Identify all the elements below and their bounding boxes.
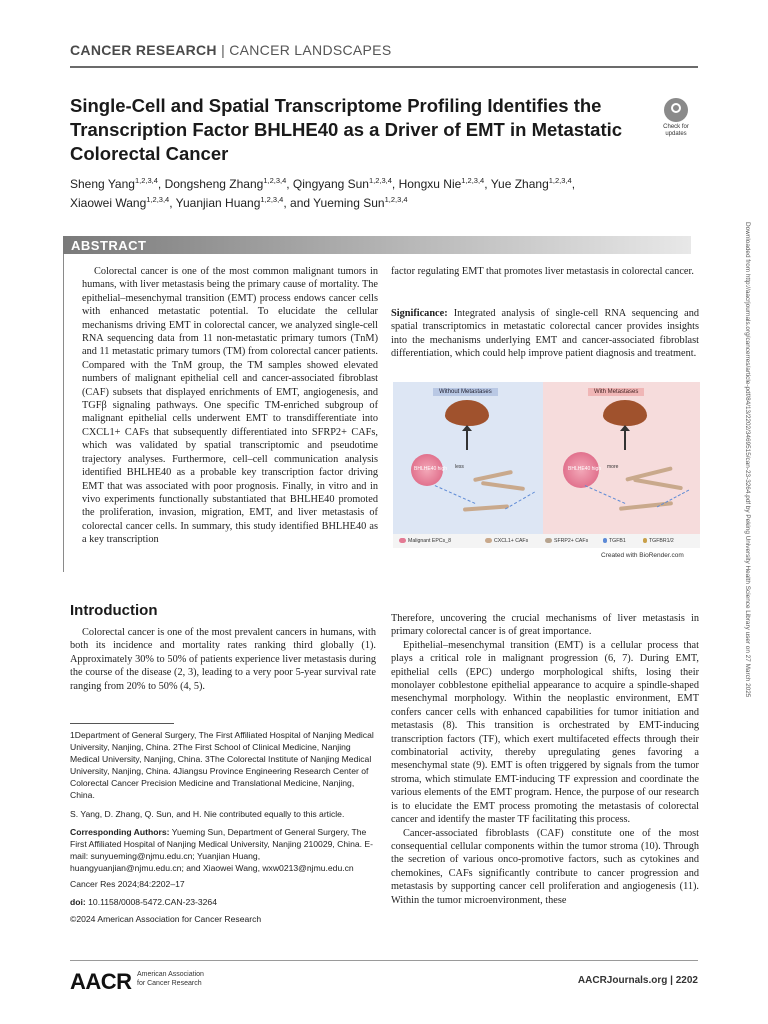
legend-swatch — [485, 538, 492, 543]
significance-text: Integrated analysis of single-cell RNA sequencing and spatial transcriptomics in metastatic colorectal cancer provides insights into the mechanisms underlying EMT and cancer-associated fibroblast differentiation, which could help improve patient diagnosis and treatment. — [391, 308, 699, 360]
footer-separator: | — [670, 975, 673, 986]
without-metastases-tag: Without Metastases — [433, 388, 498, 396]
doi-link[interactable]: 10.1158/0008-5472.CAN-23-3264 — [88, 897, 217, 907]
abstract-heading-bar — [63, 236, 691, 254]
copyright: ©2024 American Association for Cancer Research — [70, 914, 262, 924]
article-title: Single-Cell and Spatial Transcriptome Profiling Identifies the Transcription Factor BHLHE40 as a Driver of EMT in Metastatic Colorectal Cancer — [70, 95, 623, 164]
journal-name: CANCER RESEARCH — [70, 42, 217, 58]
aacr-logo: AACR — [70, 969, 132, 994]
section-name: CANCER LANDSCAPES — [229, 42, 392, 58]
graphic-legend — [393, 534, 700, 548]
significance-statement — [391, 307, 699, 361]
corresponding-label: Corresponding Authors: — [70, 827, 170, 837]
header-rule — [70, 66, 698, 68]
cluster-label: BHLHE40 high — [568, 466, 602, 472]
biorender-credit: Created with BioRender.com — [601, 552, 684, 559]
liver-metastasis-icon — [603, 400, 647, 426]
graphical-abstract — [393, 382, 700, 548]
doi-label: doi: — [70, 897, 86, 907]
doi — [70, 897, 376, 909]
author: Yue Zhang$^{1,2,3,4}$ — [490, 176, 572, 191]
significance-label: Significance: — [391, 308, 448, 319]
paragraph: Therefore, uncovering the crucial mechanisms of liver metastasis in primary colorectal cancer is of great importance. — [391, 613, 699, 638]
abstract-text-right: factor regulating EMT that promotes liver metastasis in colorectal cancer. — [391, 266, 694, 277]
legend-swatch — [545, 538, 552, 543]
check-updates-icon — [664, 98, 688, 122]
cluster-label: BHLHE40 high — [414, 466, 448, 472]
footer-rule — [70, 960, 698, 961]
equal-contribution-note: S. Yang, D. Zhang, Q. Sun, and H. Nie contributed equally to this article. — [70, 809, 345, 819]
introduction-right-column — [391, 612, 699, 907]
footnote-rule — [70, 723, 174, 724]
legend-item: TGFB1 — [603, 538, 626, 544]
corresponding-authors — [70, 827, 376, 875]
legend-item: SFRP2+ CAFs — [545, 538, 588, 544]
check-updates-label: Check for updates — [663, 124, 689, 137]
author: Sheng Yang$^{1,2,3,4}$ — [70, 176, 158, 191]
journal-header — [70, 42, 391, 58]
less-label: less — [455, 464, 464, 470]
abstract-text-left: Colorectal cancer is one of the most common malignant tumors in humans, with liver metastasis being the primary cause of mortality. The epithelial–mesenchymal transition (EMT) process endows cancer cells with enhanced metastatic potential. To elucidate the cellular mechanisms driving EMT in colorectal cancer, we analyzed single-cell RNA sequencing data from 11 non-metastatic primary tumors (TnM) and 11 metastatic primary tumors (TM) from colorectal cancer patients. Compared with the TnM group, the TM samples showed elevated numbers of malignant epithelial cell and cancer-associated fibroblast (CAF) subsets that displayed enrichments of EMT, angiogenesis, and TGFβ signaling pathways. One specific TM-enriched subgroup of malignant epithelial cells underwent EMT to transdifferentiate into CXCL1+ CAFs that subsequently differentiated into SFRP2+ CAFs, which was validated by spatial transcriptomic and pseudotime trajectory analyses. Furthermore, cell–cell communication analysis identified BHLHE40 as a probable key transcription factor driving EMT that was associated with poor prognosis. Finally, in vitro and in vivo experiments functionally substantiated that BHLHE40 promoted the proliferation, invasion, migration, EMT, and liver metastasis of colorectal cancer cells. In summary, this study identified BHLHE40 as a key transcription — [82, 266, 378, 546]
author: Dongsheng Zhang$^{1,2,3,4}$ — [164, 176, 287, 191]
abstract-heading: ABSTRACT — [71, 238, 147, 253]
introduction-heading: Introduction — [70, 602, 158, 619]
legend-swatch — [643, 538, 647, 543]
paragraph: Epithelial–mesenchymal transition (EMT) is a cellular process that plays a critical role in malignant progression (6, 7). During EMT, epithelial cells (EPC) undergo morphological shifts, losing their monolayer cobblestone epithelial appearance to acquire a spindle-shaped mesenchymal morphology. Within the neoplastic environment, EMT confers cancer cells with enhanced capabilities for tumor initiation and metastasis (8). This transition is orchestrated by EMT-inducing transcription factors (TF), which exert multifaceted effects through their combinatorial activity, thereby upregulating genes favoring a mesenchymal state (9). EMT is often triggered by signals from the tumor stroma, which stimulate EMT-inducing TF expression and coordinate the various elements of the EMT program. Hence, the purpose of our research is to elucidate the EMT process promoting the metastasis of colorectal cancer and identify the master TF facilitating this process. — [391, 639, 699, 826]
legend-item: CXCL1+ CAFs — [485, 538, 528, 544]
corresponding-text: Yueming Sun, Department of General Surgery, The First Affiliated Hospital of Nanjing Medical University, Nanjing 210029, China. E-mail: sunyueming@njmu.edu.cn; Yuanjian Huang, huangyuanjian@njmu.edu.cn; and Xiaowei Wang, wxw0213@njmu.edu.cn — [70, 827, 373, 873]
arrow-up-icon — [466, 430, 468, 450]
author: Yueming Sun$^{1,2,3,4}$ — [313, 195, 408, 210]
liver-icon — [445, 400, 489, 426]
page-number: 2202 — [675, 975, 698, 986]
check-for-updates-badge[interactable] — [656, 98, 696, 138]
author: Qingyang Sun$^{1,2,3,4}$ — [292, 176, 392, 191]
paragraph: Cancer-associated fibroblasts (CAF) constitute one of the most consequential cellular components within the tumor stroma (10). Through the secretion of various onco-promotive factors, such as cytokines and chemokines, CAFs significantly contribute to cancer progression and metastasis by supporting cancer cell proliferation and angiogenesis (11). Within the tumor microenvironment, these — [391, 827, 699, 906]
legend-swatch — [399, 538, 406, 543]
affiliations-footnote: 1Department of General Surgery, The First Affiliated Hospital of Nanjing Medical University, Nanjing, China. 2The First School of Clinical Medicine, Nanjing Medical University, Nanjing, China. 3The Colorectal Institute of Nanjing Medical University, Nanjing, China. 4Jiangsu Province Engineering Research Center of Colorectal Cancer Precision Medicine and Translational Medicine, Nanjing, China. — [70, 730, 374, 800]
legend-item: Malignant EPCs_8 — [399, 538, 451, 544]
legend-item: TGFBR1/2 — [643, 538, 674, 544]
abstract-side-rule — [63, 254, 64, 572]
footer-page-info — [578, 975, 698, 986]
legend-swatch — [603, 538, 607, 543]
citation: Cancer Res 2024;84:2202–17 — [70, 879, 185, 889]
introduction-paragraph: Colorectal cancer is one of the most prevalent cancers in humans, with both its incidence and mortality rates ranking third globally (1). Approximately 30% to 50% of patients experience liver metastasis during the course of the disease (2, 3), leading to a very poor 5-year survival rate ranging from 20% to 50% (4, 5). — [70, 627, 376, 692]
download-watermark: Downloaded from http://aacrjournals.org/cancerres/article-pdf/84/13/2202/3469515/can-23-3264.pdf by Peking University Health Science Library user on 27 March 2025 — [744, 222, 751, 698]
with-metastases-tag: With Metastases — [588, 388, 644, 396]
aacr-logo-subtitle: American Association for Cancer Research — [137, 971, 204, 987]
author: Xiaowei Wang$^{1,2,3,4}$ — [70, 195, 170, 210]
author-list: Sheng Yang$^{1,2,3,4}$, Dongsheng Zhang$^{1,2,3,4}$, Qingyang Sun$^{1,2,3,4}$, Hongxu Nie$^{1,2,3,4}$, Yue Zhang$^{1,2,3,4}$, Xiaowei Wang$^{1,2,3,4}$, Yuanjian Huang$^{1,2,3,4}$, and Yueming Sun$^{1,2,3,4}$ — [70, 176, 576, 210]
author: Hongxu Nie$^{1,2,3,4}$ — [398, 176, 485, 191]
journal-site-link[interactable]: AACRJournals.org — [577, 975, 668, 986]
more-label: more — [607, 464, 619, 470]
arrow-up-icon — [624, 430, 626, 450]
header-separator: | — [221, 42, 225, 58]
author: Yuanjian Huang$^{1,2,3,4}$ — [175, 195, 284, 210]
